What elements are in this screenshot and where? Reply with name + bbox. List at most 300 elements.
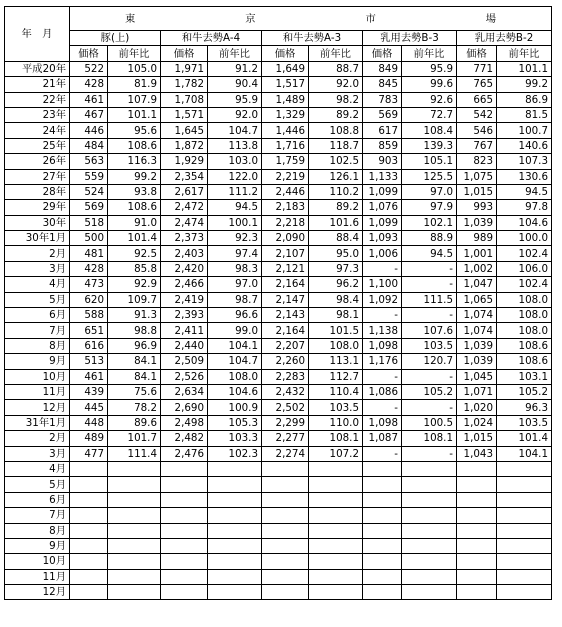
price-cell: 2,476: [161, 446, 208, 461]
yoy-cell: 106.0: [497, 261, 552, 276]
price-cell: [457, 508, 497, 523]
yoy-cell: 103.0: [208, 154, 262, 169]
yoy-cell: 78.2: [108, 400, 161, 415]
yoy-cell: [402, 461, 457, 476]
row-label: 10月: [5, 554, 70, 569]
price-cell: [70, 523, 108, 538]
yoy-cell: 97.0: [402, 184, 457, 199]
yoy-cell: 96.2: [309, 277, 363, 292]
yoy-cell: 92.5: [108, 246, 161, 261]
yoy-cell: 92.0: [309, 77, 363, 92]
row-label: 10月: [5, 369, 70, 384]
yoy-cell: 99.6: [402, 77, 457, 92]
price-cell: 2,446: [262, 184, 309, 199]
price-cell: 2,420: [161, 261, 208, 276]
yoy-cell: 108.6: [497, 354, 552, 369]
price-cell: 439: [70, 384, 108, 399]
yoy-cell: 100.0: [497, 231, 552, 246]
yoy-cell: 105.3: [208, 415, 262, 430]
yoy-cell: -: [402, 308, 457, 323]
yoy-cell: 102.5: [309, 154, 363, 169]
yoy-cell: [108, 554, 161, 569]
price-cell: -: [363, 261, 402, 276]
price-cell: 1,092: [363, 292, 402, 307]
row-label: 12月: [5, 585, 70, 600]
yoy-cell: 99.0: [208, 323, 262, 338]
price-cell: 1,002: [457, 261, 497, 276]
price-cell: 559: [70, 169, 108, 184]
price-cell: [457, 554, 497, 569]
yoy-cell: [108, 508, 161, 523]
price-cell: -: [363, 308, 402, 323]
yoy-cell: 99.2: [108, 169, 161, 184]
yoy-cell: [402, 477, 457, 492]
category-header-row: [5, 31, 552, 46]
price-cell: 2,183: [262, 200, 309, 215]
price-cell: [363, 554, 402, 569]
price-cell: [262, 508, 309, 523]
yoy-cell: 107.6: [402, 323, 457, 338]
yoy-cell: 108.8: [309, 123, 363, 138]
table-row: [5, 92, 552, 107]
price-cell: 1,039: [457, 354, 497, 369]
price-cell: 546: [457, 123, 497, 138]
yoy-cell: 130.6: [497, 169, 552, 184]
row-label: 3月: [5, 446, 70, 461]
price-cell: [363, 492, 402, 507]
table-row: [5, 492, 552, 507]
price-cell: 1,074: [457, 308, 497, 323]
yoy-cell: 101.1: [108, 107, 161, 122]
yoy-cell: [309, 585, 363, 600]
price-cell: [161, 585, 208, 600]
yoy-cell: 101.1: [497, 61, 552, 76]
price-cell: 2,466: [161, 277, 208, 292]
price-cell: 1,099: [363, 184, 402, 199]
price-cell: 1,872: [161, 138, 208, 153]
row-label: 8月: [5, 338, 70, 353]
yoy-cell: 108.0: [309, 338, 363, 353]
yoy-cell: 95.0: [309, 246, 363, 261]
yoy-cell: 103.3: [208, 431, 262, 446]
yoy-cell: 108.4: [402, 123, 457, 138]
yoy-cell: [208, 523, 262, 538]
row-label: 26年: [5, 154, 70, 169]
yoy-cell: 91.2: [208, 61, 262, 76]
yoy-cell: 84.1: [108, 354, 161, 369]
yoy-cell: [309, 554, 363, 569]
table-row: [5, 246, 552, 261]
price-cell: 1,043: [457, 446, 497, 461]
price-cell: 1,138: [363, 323, 402, 338]
price-cell: 823: [457, 154, 497, 169]
row-label: 7月: [5, 323, 70, 338]
price-cell: [161, 554, 208, 569]
yoy-cell: 90.4: [208, 77, 262, 92]
price-cell: [262, 492, 309, 507]
row-label: 2月: [5, 431, 70, 446]
yoy-cell: 94.5: [497, 184, 552, 199]
yoy-cell: 92.3: [208, 231, 262, 246]
yoy-cell: 95.6: [108, 123, 161, 138]
yoy-cell: 88.9: [402, 231, 457, 246]
row-label: 12月: [5, 400, 70, 415]
price-cell: 859: [363, 138, 402, 153]
table-row: [5, 446, 552, 461]
row-label: 7月: [5, 508, 70, 523]
market-header-row: [5, 7, 552, 31]
price-cell: [457, 585, 497, 600]
price-cell: 461: [70, 369, 108, 384]
price-cell: 2,617: [161, 184, 208, 199]
price-cell: 588: [70, 308, 108, 323]
price-cell: [457, 569, 497, 584]
price-cell: 2,403: [161, 246, 208, 261]
price-cell: 542: [457, 107, 497, 122]
yoy-cell: 108.1: [402, 431, 457, 446]
price-cell: 2,147: [262, 292, 309, 307]
price-cell: [363, 508, 402, 523]
yoy-cell: [402, 492, 457, 507]
yoy-cell: 103.5: [497, 415, 552, 430]
price-cell: [161, 538, 208, 553]
yoy-cell: 118.7: [309, 138, 363, 153]
yoy-cell: 84.1: [108, 369, 161, 384]
table-row: [5, 569, 552, 584]
row-label: 21年: [5, 77, 70, 92]
table-row: [5, 231, 552, 246]
yoy-cell: [208, 554, 262, 569]
category-header: 乳用去勢B-2: [457, 31, 552, 46]
yoy-cell: 140.6: [497, 138, 552, 153]
row-label: 8月: [5, 523, 70, 538]
row-label: 6月: [5, 308, 70, 323]
price-cell: 2,498: [161, 415, 208, 430]
yoy-cell: 105.2: [497, 384, 552, 399]
yoy-cell: 110.4: [309, 384, 363, 399]
yoy-cell: 98.8: [108, 323, 161, 338]
yoy-cell: 108.1: [309, 431, 363, 446]
yoy-cell: 97.8: [497, 200, 552, 215]
table-row: [5, 277, 552, 292]
row-label: 9月: [5, 538, 70, 553]
yoy-cell: 94.5: [208, 200, 262, 215]
price-cell: [161, 477, 208, 492]
yoy-header: 前年比: [108, 46, 161, 61]
price-cell: 616: [70, 338, 108, 353]
yoy-cell: [402, 508, 457, 523]
price-cell: 2,509: [161, 354, 208, 369]
yoy-cell: 81.5: [497, 107, 552, 122]
yoy-cell: [108, 585, 161, 600]
price-cell: [70, 492, 108, 507]
row-label: 4月: [5, 277, 70, 292]
price-cell: 1,015: [457, 431, 497, 446]
price-header: 価格: [457, 46, 497, 61]
price-cell: 1,517: [262, 77, 309, 92]
yoy-cell: 108.6: [497, 338, 552, 353]
yoy-cell: 105.1: [402, 154, 457, 169]
price-cell: 2,277: [262, 431, 309, 446]
yoy-cell: [497, 523, 552, 538]
price-cell: 1,087: [363, 431, 402, 446]
price-cell: 2,482: [161, 431, 208, 446]
row-label: 30年1月: [5, 231, 70, 246]
price-cell: [70, 461, 108, 476]
yoy-cell: 111.5: [402, 292, 457, 307]
price-cell: 1,065: [457, 292, 497, 307]
price-cell: 2,526: [161, 369, 208, 384]
price-cell: 2,218: [262, 215, 309, 230]
yoy-cell: 96.9: [108, 338, 161, 353]
price-cell: 524: [70, 184, 108, 199]
yoy-cell: 100.7: [497, 123, 552, 138]
price-cell: 651: [70, 323, 108, 338]
price-cell: 1,645: [161, 123, 208, 138]
price-cell: [457, 492, 497, 507]
yoy-cell: 104.1: [497, 446, 552, 461]
yoy-cell: [497, 508, 552, 523]
yoy-header: 前年比: [208, 46, 262, 61]
yoy-cell: 95.9: [402, 61, 457, 76]
yoy-cell: 102.3: [208, 446, 262, 461]
price-cell: 2,393: [161, 308, 208, 323]
yoy-cell: 110.2: [309, 184, 363, 199]
category-header: 豚(上): [70, 31, 161, 46]
price-cell: 1,039: [457, 215, 497, 230]
price-cell: 620: [70, 292, 108, 307]
yoy-cell: 88.7: [309, 61, 363, 76]
yoy-cell: [402, 569, 457, 584]
price-cell: 473: [70, 277, 108, 292]
price-cell: 989: [457, 231, 497, 246]
price-cell: 1,099: [363, 215, 402, 230]
yoy-cell: [402, 523, 457, 538]
yoy-cell: 139.3: [402, 138, 457, 153]
table-row: [5, 554, 552, 569]
yoy-cell: 100.9: [208, 400, 262, 415]
yoy-cell: 111.4: [108, 446, 161, 461]
table-row: [5, 154, 552, 169]
price-cell: 484: [70, 138, 108, 153]
yoy-cell: 113.8: [208, 138, 262, 153]
yoy-cell: [402, 554, 457, 569]
price-cell: 2,107: [262, 246, 309, 261]
yoy-cell: 95.9: [208, 92, 262, 107]
yoy-cell: 120.7: [402, 354, 457, 369]
yoy-cell: 81.9: [108, 77, 161, 92]
yoy-cell: 116.3: [108, 154, 161, 169]
table-row: [5, 261, 552, 276]
price-cell: 1,133: [363, 169, 402, 184]
price-cell: 767: [457, 138, 497, 153]
price-cell: 569: [70, 200, 108, 215]
price-cell: 477: [70, 446, 108, 461]
yoy-cell: 109.7: [108, 292, 161, 307]
yoy-cell: 93.8: [108, 184, 161, 199]
price-cell: 448: [70, 415, 108, 430]
yoy-cell: [108, 569, 161, 584]
yoy-cell: 111.2: [208, 184, 262, 199]
table-row: [5, 77, 552, 92]
yoy-cell: [208, 538, 262, 553]
yoy-cell: [208, 461, 262, 476]
table-body: [5, 61, 552, 600]
price-cell: 2,440: [161, 338, 208, 353]
yoy-cell: 98.1: [309, 308, 363, 323]
price-cell: 2,260: [262, 354, 309, 369]
price-cell: 1,020: [457, 400, 497, 415]
table-row: [5, 184, 552, 199]
row-label: 31年1月: [5, 415, 70, 430]
price-cell: [363, 569, 402, 584]
yoy-cell: 89.2: [309, 200, 363, 215]
yoy-cell: 103.1: [497, 369, 552, 384]
price-cell: 1,015: [457, 184, 497, 199]
price-cell: -: [363, 446, 402, 461]
price-cell: 500: [70, 231, 108, 246]
yoy-cell: 89.6: [108, 415, 161, 430]
yoy-cell: [108, 461, 161, 476]
price-cell: [262, 585, 309, 600]
yoy-cell: [497, 477, 552, 492]
table-row: [5, 215, 552, 230]
price-cell: 2,411: [161, 323, 208, 338]
yoy-cell: 96.6: [208, 308, 262, 323]
category-header: 和牛去勢A-4: [161, 31, 262, 46]
yoy-cell: 107.9: [108, 92, 161, 107]
price-cell: 849: [363, 61, 402, 76]
yoy-cell: 108.0: [497, 292, 552, 307]
price-cell: 2,472: [161, 200, 208, 215]
row-label: 5月: [5, 477, 70, 492]
yoy-cell: 98.3: [208, 261, 262, 276]
table-row: [5, 538, 552, 553]
row-label: 29年: [5, 200, 70, 215]
price-cell: 2,690: [161, 400, 208, 415]
price-cell: [161, 569, 208, 584]
yoy-cell: [309, 523, 363, 538]
price-header: 価格: [363, 46, 402, 61]
row-label: 9月: [5, 354, 70, 369]
yoy-cell: [208, 477, 262, 492]
price-cell: -: [363, 369, 402, 384]
price-cell: 2,143: [262, 308, 309, 323]
price-cell: 1,446: [262, 123, 309, 138]
yoy-cell: [497, 554, 552, 569]
row-label: 24年: [5, 123, 70, 138]
yoy-cell: -: [402, 400, 457, 415]
price-cell: 765: [457, 77, 497, 92]
yoy-cell: 104.7: [208, 354, 262, 369]
price-cell: [363, 523, 402, 538]
price-cell: 1,100: [363, 277, 402, 292]
yoy-cell: 89.2: [309, 107, 363, 122]
yoy-cell: 108.6: [108, 200, 161, 215]
price-cell: [161, 461, 208, 476]
table-row: [5, 400, 552, 415]
price-cell: [363, 477, 402, 492]
table-row: [5, 384, 552, 399]
price-cell: 1,075: [457, 169, 497, 184]
price-cell: 2,373: [161, 231, 208, 246]
row-label: 25年: [5, 138, 70, 153]
price-cell: 446: [70, 123, 108, 138]
price-cell: 2,121: [262, 261, 309, 276]
yoy-cell: 97.9: [402, 200, 457, 215]
price-cell: [457, 477, 497, 492]
price-cell: [262, 477, 309, 492]
row-label: 22年: [5, 92, 70, 107]
yoy-cell: 110.0: [309, 415, 363, 430]
price-cell: 2,164: [262, 277, 309, 292]
price-cell: 1,039: [457, 338, 497, 353]
yoy-cell: 98.4: [309, 292, 363, 307]
row-label: 27年: [5, 169, 70, 184]
price-cell: 617: [363, 123, 402, 138]
yoy-cell: [309, 569, 363, 584]
yoy-cell: 92.9: [108, 277, 161, 292]
category-header: 和牛去勢A-3: [262, 31, 363, 46]
yoy-cell: 101.5: [309, 323, 363, 338]
yoy-cell: 86.9: [497, 92, 552, 107]
yoy-cell: [309, 492, 363, 507]
yoy-cell: [309, 461, 363, 476]
price-cell: 1,759: [262, 154, 309, 169]
price-cell: [70, 569, 108, 584]
row-label: 11月: [5, 569, 70, 584]
yoy-header: 前年比: [402, 46, 457, 61]
price-cell: 783: [363, 92, 402, 107]
yoy-cell: 103.5: [309, 400, 363, 415]
yoy-cell: 104.6: [208, 384, 262, 399]
price-cell: 481: [70, 246, 108, 261]
row-label: 2月: [5, 246, 70, 261]
price-cell: 1,708: [161, 92, 208, 107]
price-cell: [262, 523, 309, 538]
price-cell: 522: [70, 61, 108, 76]
price-cell: 1,929: [161, 154, 208, 169]
price-cell: 1,176: [363, 354, 402, 369]
price-cell: 845: [363, 77, 402, 92]
yoy-cell: 126.1: [309, 169, 363, 184]
yoy-cell: [402, 585, 457, 600]
table-row: [5, 369, 552, 384]
row-label: 5月: [5, 292, 70, 307]
yoy-cell: 88.4: [309, 231, 363, 246]
yoy-cell: 104.7: [208, 123, 262, 138]
row-label: 平成20年: [5, 61, 70, 76]
price-cell: 1,329: [262, 107, 309, 122]
table-row: [5, 354, 552, 369]
yoy-cell: 113.1: [309, 354, 363, 369]
yoy-cell: 108.0: [497, 308, 552, 323]
price-cell: 2,634: [161, 384, 208, 399]
price-header: 価格: [262, 46, 309, 61]
row-label: 6月: [5, 492, 70, 507]
price-cell: 2,219: [262, 169, 309, 184]
price-cell: 2,474: [161, 215, 208, 230]
yoy-cell: 99.2: [497, 77, 552, 92]
price-cell: -: [363, 400, 402, 415]
price-cell: [70, 508, 108, 523]
yoy-cell: 98.2: [309, 92, 363, 107]
yoy-cell: 107.3: [497, 154, 552, 169]
yoy-cell: 97.0: [208, 277, 262, 292]
table-row: [5, 477, 552, 492]
yoy-cell: [309, 508, 363, 523]
yoy-cell: 108.0: [497, 323, 552, 338]
